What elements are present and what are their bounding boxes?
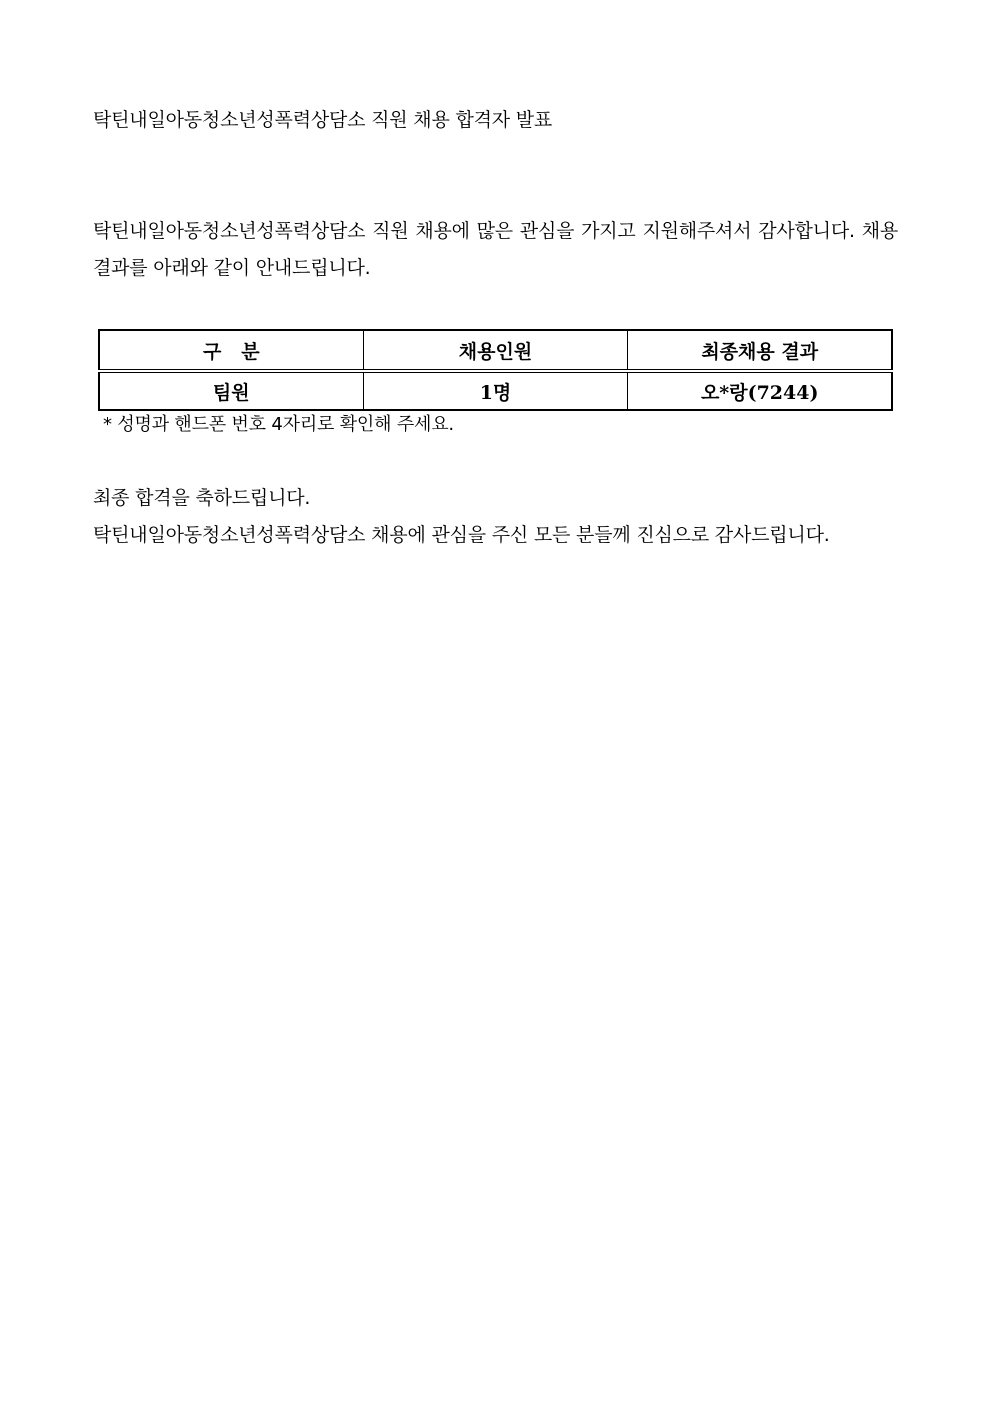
cell-hire-count: 1명 xyxy=(363,371,628,410)
table-header-row xyxy=(99,330,892,371)
congratulation-line: 최종 합격을 축하드립니다. xyxy=(93,487,311,509)
intro-paragraph: 탁틴내일아동청소년성폭력상담소 직원 채용에 많은 관심을 가지고 지원해주셔서 감사합니다. 채용 결과를 아래와 같이 안내드립니다. xyxy=(93,220,898,279)
identification-note: * 성명과 핸드폰 번호 4자리로 확인해 주세요. xyxy=(103,414,454,435)
closing-section xyxy=(93,480,830,554)
header-category: 구 분 xyxy=(99,330,363,371)
results-table xyxy=(98,329,893,411)
cell-final-result: 오*랑(7244) xyxy=(628,371,892,410)
table-row xyxy=(99,371,892,410)
thanks-line: 탁틴내일아동청소년성폭력상담소 채용에 관심을 주신 모든 분들께 진심으로 감사드립니다. xyxy=(93,524,830,546)
header-hires: 채용인원 xyxy=(363,330,628,371)
page-title: 탁틴내일아동청소년성폭력상담소 직원 채용 합격자 발표 xyxy=(93,109,553,131)
cell-position: 팀원 xyxy=(99,371,363,410)
header-final-result: 최종채용 결과 xyxy=(628,330,892,371)
